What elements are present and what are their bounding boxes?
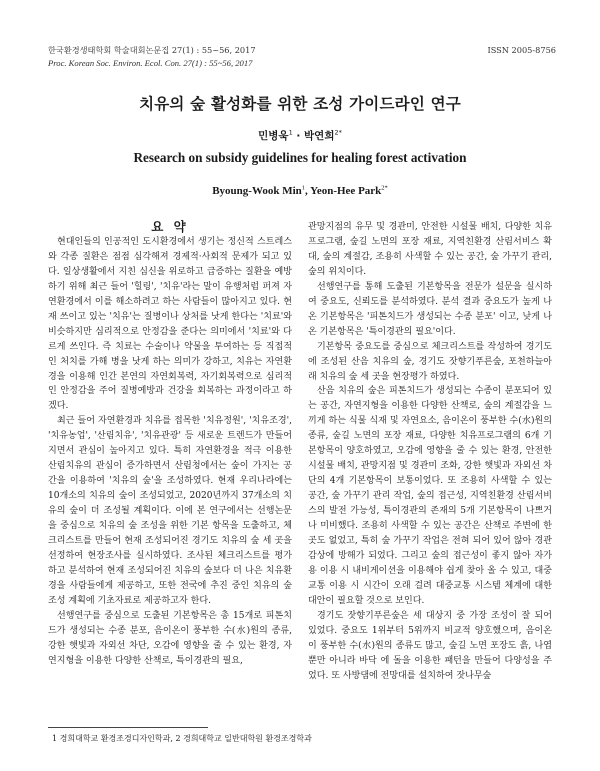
left-column xyxy=(48,220,292,669)
title-english: Research on subsidy guidelines for healing forest activation xyxy=(133,150,467,165)
author-2-en: Yeon-Hee Park xyxy=(310,185,382,197)
author-2-ko: 박연희 xyxy=(304,130,335,142)
author-2-en-affil: 2* xyxy=(381,184,388,192)
journal-header xyxy=(48,44,556,70)
title-korean: 치유의 숲 활성화를 위한 조성 가이드라인 연구 xyxy=(139,95,461,113)
paragraph: 기본항목 중요도를 중심으로 체크리스트를 작성하여 경기도에 조성된 산음 치유의 숲, 경기도 잣향기푸른숲, 포천하늘아래 치유의 숲 세 곳을 현장평가 하였다. xyxy=(308,341,552,382)
paragraph: 선행연구를 통해 도출된 기본항목을 전문가 설문을 실시하여 중요도, 신뢰도를 분석하였다. 분석 결과 중요도가 높게 나온 기본항목은 '피톤치드가 생성되는 수종 분포' 이고, 낮게 나온 기본항목은 '특이경관의 필요'이다. xyxy=(308,281,552,337)
author-1-en-affil: 1 xyxy=(301,184,306,192)
author-2-ko-affil: 2* xyxy=(334,128,342,137)
paragraph: 관망지점의 유무 및 경관미, 안전한 시설물 배치, 다양한 치유프로그램, 숲길 노면의 포장 재료, 지역친환경 산림서비스 확대, 숲의 계절감, 조용히 사색할 수 있는 공간, 숲 가꾸기 관리, 숲의 위치이다. xyxy=(308,222,552,277)
authors-english xyxy=(0,185,600,197)
paragraph: 현대인들의 인공적인 도시환경에서 생기는 정신적 스트레스와 각종 질환은 점점 심각해져 경제적·사회적 문제가 되고 있다. 일상생활에서 지친 심신을 위로하고 급증하는 질환을 예방하기 위해 최근 들어 '힐링', '치유'라는 말이 유행처럼 퍼져 자연환경에서 이를 해소하려고 하는 사람들이 많아지고 있다. 현재 쓰이고 있는 '치유'는 질병이나 상처를 낫게 한다는 '치료'와 비슷하지만 심리적으로 안정감을 준다는 의미에서 '치료'와 다르게 쓰인다. 즉 치료는 수술이나 약물을 투여하는 등 직접적인 처치를 가해 병을 낫게 하는 의미가 강하고, 치유는 자연환경을 이용해 인간 본연의 자연회복력, 자기회복력으로 심리적인 안정감을 주어 질병예방과 건강을 회복하는 과정이라고 하겠다. xyxy=(48,236,292,412)
paragraph: 최근 들어 자연환경과 치유를 접목한 '치유정원', '치유조경', '치유농업', '산림치유', '치유관광' 등 새로운 트렌드가 만들어지면서 관심이 높아지고 있다. 특히 자연환경을 적극 이용한 산림치유의 관심이 증가하면서 산림청에서는 숲이 가지는 공간을 이용하여 '치유의 숲'을 조성하였다. 현재 우리나라에는 10개소의 치유의 숲이 조성되었고, 2020년까지 37개소의 치유의 숲이 더 조성될 계획이다. 이에 본 연구에서는 선행논문을 중심으로 치유의 숲 조성을 위한 기본 항목을 도출하고, 체크리스트를 만들어 현재 조성되어진 경기도 치유의 숲 세 곳을 선정하여 현장조사를 실시하였다. 조사된 체크리스트를 평가하고 분석하여 현재 조성되어진 치유의 숲보다 더 나은 치유환경을 사람들에게 제공하고, 또한 전국에 추진 중인 치유의 숲 조성 계획에 기초자료로 제공하고자 한다. xyxy=(48,416,292,606)
affiliation-footnote: 1 경희대학교 환경조경디자인학과, 2 경희대학교 일반대학원 환경조경학과 xyxy=(52,734,312,743)
issn: ISSN 2005-8756 xyxy=(487,45,556,55)
author-1-en: Byoung-Wook Min xyxy=(212,185,302,197)
author-1-ko-affil: 1 xyxy=(288,128,293,137)
author-separator-ko: · xyxy=(292,130,305,142)
footnote-divider xyxy=(48,727,208,728)
author-separator-en: , xyxy=(305,185,311,197)
paragraph: 선행연구를 중심으로 도출된 기본항목은 총 15개로 피톤치드가 생성되는 수종 분포, 음이온이 풍부한 수(水)원의 종류, 강한 햇빛과 자외선 차단, 오감에 영향을 줄 수 있는 환경, 자연지형을 이용한 다양한 산책로, 특이경관의 필요, xyxy=(48,610,292,666)
journal-citation-en: Proc. Korean Soc. Environ. Ecol. Con. 27(1) : 55~56, 2017 xyxy=(48,58,253,68)
author-1-ko: 민병욱 xyxy=(258,130,289,142)
right-column xyxy=(308,220,552,684)
paragraph: 경기도 잣향기푸른숲은 세 대상지 중 가장 조성이 잘 되어 있었다. 중요도 1위부터 5위까지 비교적 양호했으며, 음이온이 풍부한 수(水)원의 종류도 많고, 숲길 노면 포장도 흙, 나엽뿐만 아니라 바닥 에 돌을 이용한 패턴을 만들어 다양성을 주었다. 또 사방댐에 전망대를 설치하여 잣나무숲 xyxy=(308,610,552,681)
authors-korean xyxy=(0,128,600,143)
abstract-heading: 요 약 xyxy=(151,219,189,234)
paragraph: 산음 치유의 숲은 피톤치드가 생성되는 수종이 분포되어 있는 공간, 자연지형을 이용한 다양한 산책로, 숲의 계절감을 느끼게 하는 식물 식재 및 자연요소, 음이온이 풍부한 수(水)원의 종류, 숲길 노면의 포장 재료, 다양한 치유프로그램의 6개 기본항목이 양호하였고, 오감에 영향을 줄 수 있는 환경, 안전한 시설물 배치, 관망지점 및 경관미 조화, 강한 햇빛과 자외선 차단의 4개 기본항목이 보통이었다. 또 조용히 사색할 수 있는 공간, 숲 가꾸기 관리 작업, 숲의 접근성, 지역친환경 산림서비스의 발전 가능성, 특이경관의 존재의 5개 기본항목이 나쁘거나 미비했다. 조용히 사색할 수 있는 공간은 산책로 주변에 한 곳도 없었고, 특히 숲 가꾸기 작업은 전혀 되어 있어 않아 경관감상에 방해가 되었다. 그리고 숲의 접근성이 좋지 않아 자가용 이용 시 내비게이션을 이용해야 쉽게 찾아 올 수 있고, 대중교통 이용 시 시간이 오래 걸려 대중교통 시스템 체계에 대한 대안이 필요할 것으로 보인다. xyxy=(308,386,552,606)
journal-citation-ko: 한국환경생태학회 학술대회논문집 27(1) : 55~56, 2017 xyxy=(48,45,256,55)
